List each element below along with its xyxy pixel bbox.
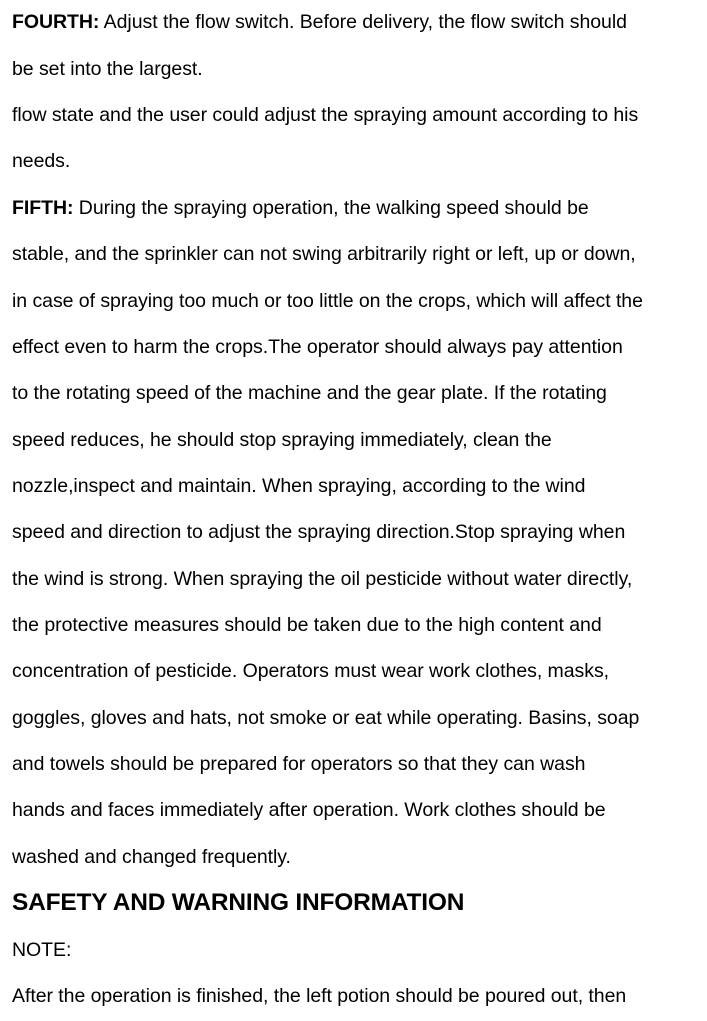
fifth-line-13: and towels should be prepared for operators so that they can wash <box>12 753 586 775</box>
fourth-text-1: Adjust the flow switch. Before delivery, the flow switch should <box>99 11 627 33</box>
safety-heading: SAFETY AND WARNING INFORMATION <box>12 889 465 916</box>
fifth-line-1 <box>12 196 589 220</box>
fourth-line-3: flow state and the user could adjust the spraying amount according to his <box>12 104 639 126</box>
fifth-line-12: goggles, gloves and hats, not smoke or eat while operating. Basins, soap <box>12 707 640 729</box>
fifth-line-8: speed and direction to adjust the spraying direction.Stop spraying when <box>12 521 626 543</box>
fifth-line-6: speed reduces, he should stop spraying immediately, clean the <box>12 429 552 451</box>
fifth-line-9: the wind is strong. When spraying the oil pesticide without water directly, <box>12 568 633 590</box>
fifth-line-15: washed and changed frequently. <box>12 846 291 868</box>
note-label: NOTE: <box>12 939 72 961</box>
fifth-line-11: concentration of pesticide. Operators must wear work clothes, masks, <box>12 660 610 682</box>
fifth-label: FIFTH: <box>12 197 74 219</box>
fifth-text-1: During the spraying operation, the walking speed should be <box>73 197 589 219</box>
fifth-line-3: in case of spraying too much or too little on the crops, which will affect the <box>12 290 643 312</box>
fifth-line-5: to the rotating speed of the machine and the gear plate. If the rotating <box>12 382 607 404</box>
fifth-line-4: effect even to harm the crops.The operator should always pay attention <box>12 336 623 358</box>
fifth-line-10: the protective measures should be taken due to the high content and <box>12 614 602 636</box>
fourth-line-1 <box>12 10 627 34</box>
fourth-label: FOURTH: <box>12 11 100 33</box>
fifth-line-14: hands and faces immediately after operation. Work clothes should be <box>12 799 606 821</box>
fifth-line-2: stable, and the sprinkler can not swing arbitrarily right or left, up or down, <box>12 243 636 265</box>
safety-line-1: After the operation is finished, the left potion should be poured out, then <box>12 985 627 1007</box>
fifth-line-7: nozzle,inspect and maintain. When spraying, according to the wind <box>12 475 586 497</box>
fourth-line-4: needs. <box>12 150 71 172</box>
fourth-line-2: be set into the largest. <box>12 58 203 80</box>
